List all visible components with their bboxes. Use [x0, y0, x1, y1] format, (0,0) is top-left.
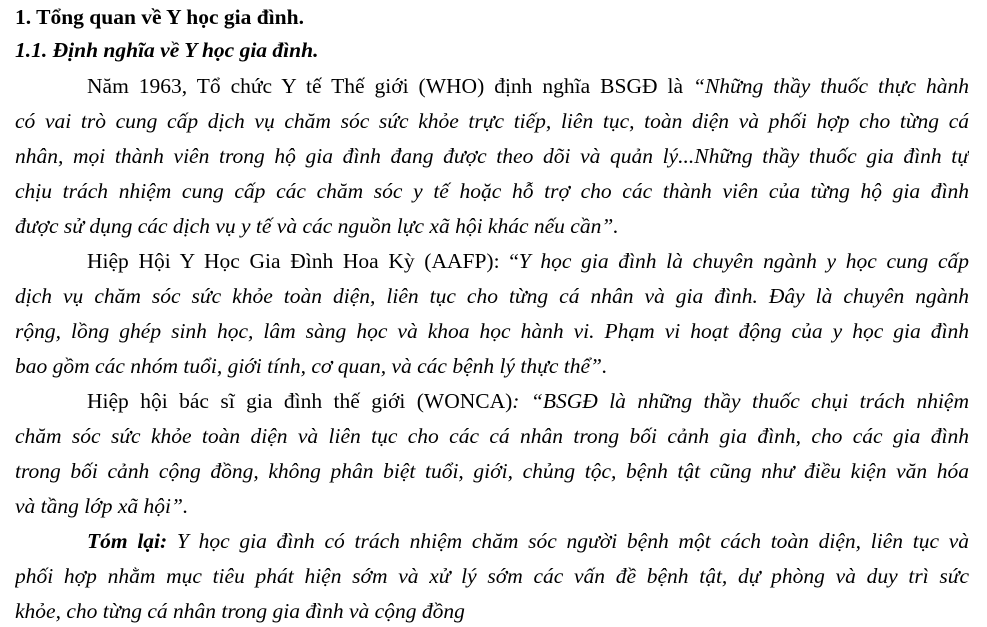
aafp-lead-text: Hiệp Hội Y Học Gia Đình Hoa Kỳ (AAFP): “ — [87, 249, 519, 273]
who-paragraph-line-4: chịu trách nhiệm cung cấp các chăm sóc y tế hoặc hỗ trợ cho các thành viên của từng hộ gia đình — [15, 179, 969, 203]
who-paragraph-line-1 — [87, 72, 969, 100]
wonca-lead-text: Hiệp hội bác sĩ gia đình thế giới (WONCA) — [87, 389, 513, 413]
aafp-quote-start: Y học gia đình là chuyên ngành y học cung cấp — [518, 249, 969, 273]
wonca-paragraph-line-2: chăm sóc sức khỏe toàn diện và liên tục cho các cá nhân trong bối cảnh gia đình, cho các gia đình — [15, 424, 969, 448]
section-heading: 1. Tổng quan về Y học gia đình. — [15, 5, 304, 29]
aafp-paragraph-line-1 — [87, 247, 969, 275]
who-paragraph-line-5: được sử dụng các dịch vụ y tế và các nguồn lực xã hội khác nếu cần”. — [15, 214, 619, 238]
who-paragraph-line-2: có vai trò cung cấp dịch vụ chăm sóc sức khỏe trực tiếp, liên tục, toàn diện và phối hợp cho từng cá — [15, 109, 969, 133]
summary-paragraph-line-1 — [87, 527, 969, 555]
aafp-paragraph-line-4: bao gồm các nhóm tuổi, giới tính, cơ quan, và các bệnh lý thực thể”. — [15, 354, 608, 378]
summary-paragraph-line-2: phối hợp nhằm mục tiêu phát hiện sớm và xử lý sớm các vấn đề bệnh tật, dự phòng và duy trì sức — [15, 564, 969, 588]
wonca-paragraph-line-1 — [87, 387, 969, 415]
aafp-paragraph-line-3: rộng, lồng ghép sinh học, lâm sàng học và khoa học hành vi. Phạm vi hoạt động của y học gia đình — [15, 319, 969, 343]
subsection-heading: 1.1. Định nghĩa về Y học gia đình. — [15, 38, 319, 62]
summary-label: Tóm lại: — [87, 529, 168, 553]
summary-paragraph-line-3: khỏe, cho từng cá nhân trong gia đình và cộng đồng — [15, 599, 465, 623]
who-paragraph-line-3: nhân, mọi thành viên trong hộ gia đình đang được theo dõi và quản lý...Những thầy thuốc gia đình tự — [15, 144, 969, 168]
who-lead-text: Năm 1963, Tổ chức Y tế Thế giới (WHO) định nghĩa BSGĐ là — [87, 74, 684, 98]
summary-text-start: Y học gia đình có trách nhiệm chăm sóc người bệnh một cách toàn diện, liên tục và — [167, 529, 969, 553]
wonca-paragraph-line-4: và tầng lớp xã hội”. — [15, 494, 189, 518]
wonca-paragraph-line-3: trong bối cảnh cộng đồng, không phân biệt tuổi, giới, chủng tộc, bệnh tật cũng như điều kiện văn hóa — [15, 459, 969, 483]
wonca-quote-start: : “BSGĐ là những thầy thuốc chụi trách nhiệm — [512, 389, 969, 413]
who-quote-start: “Những thầy thuốc thực hành — [683, 74, 969, 98]
aafp-paragraph-line-2: dịch vụ chăm sóc sức khỏe toàn diện, liên tục cho từng cá nhân và gia đình. Đây là chuyên ngành — [15, 284, 969, 308]
